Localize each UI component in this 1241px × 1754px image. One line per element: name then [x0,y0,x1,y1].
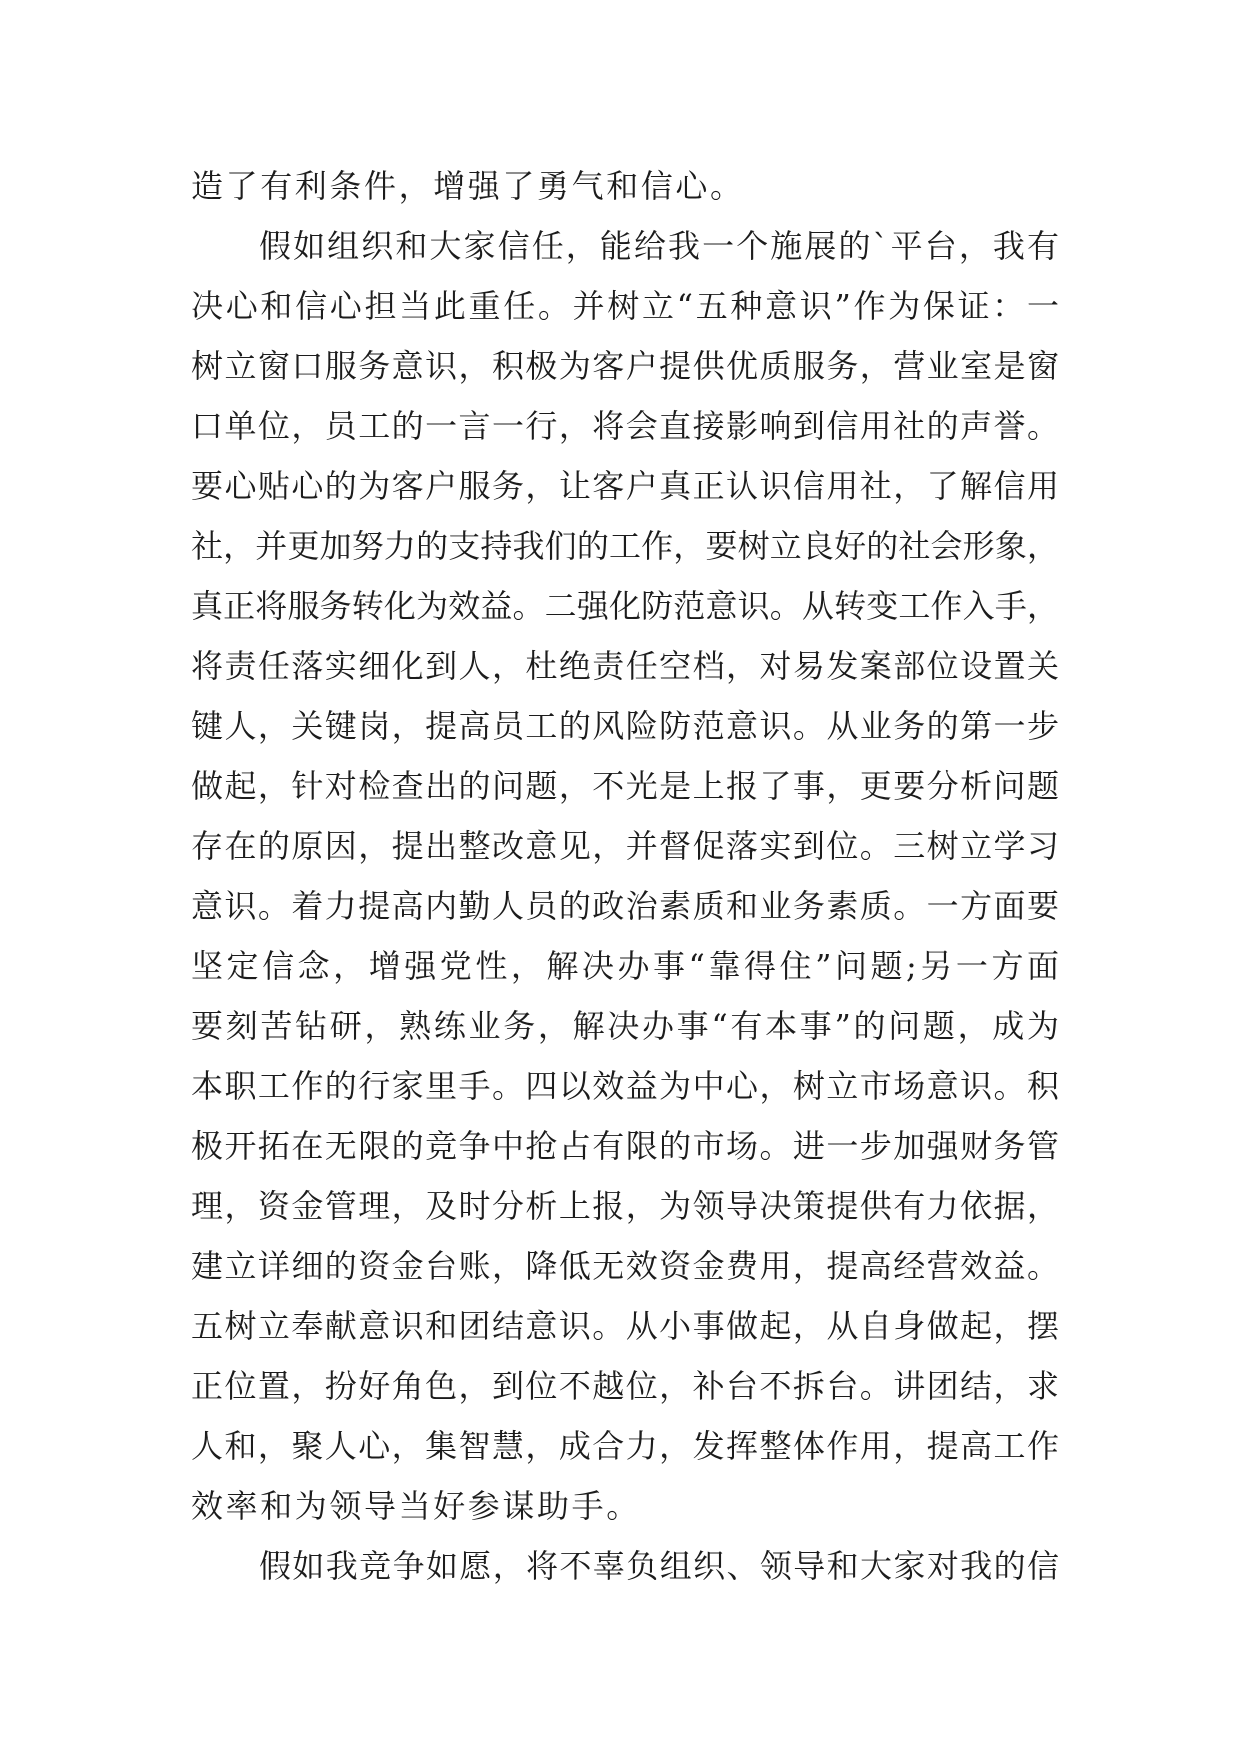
text-line: 效率和为领导当好参谋助手。 [191,1487,641,1525]
paragraph-closing [191,1536,1059,1596]
text-line: 真正将服务转化为效益。二强化防范意识。从转变工作入手， [191,587,1059,625]
text-line: 人和，聚人心，集智慧，成合力，发挥整体作用，提高工作 [191,1427,1059,1465]
text-line: 要心贴心的为客户服务，让客户真正认识信用社，了解信用 [191,467,1059,505]
text-line: 意识。着力提高内勤人员的政治素质和业务素质。一方面要 [191,887,1059,925]
paragraph-continued [191,156,1059,216]
text-line: 五树立奉献意识和团结意识。从小事做起，从自身做起，摆 [191,1307,1059,1345]
text-line: 社，并更加努力的支持我们的工作，要树立良好的社会形象， [191,527,1059,565]
text-line: 决心和信心担当此重任。并树立“五种意识”作为保证：一 [191,287,1059,325]
text-line: 极开拓在无限的竞争中抢占有限的市场。进一步加强财务管 [191,1127,1059,1165]
text-line: 假如我竞争如愿，将不辜负组织、领导和大家对我的信 [259,1547,1059,1585]
text-line: 键人，关键岗，提高员工的风险防范意识。从业务的第一步 [191,707,1059,745]
paragraph-five-awareness [191,216,1059,1536]
text-line: 假如组织和大家信任，能给我一个施展的`平台，我有 [259,227,1059,265]
text-line: 树立窗口服务意识，积极为客户提供优质服务，营业室是窗 [191,347,1059,385]
document-body [191,156,1059,1596]
text-line: 造了有利条件，增强了勇气和信心。 [191,167,745,205]
text-line: 做起，针对检查出的问题，不光是上报了事，更要分析问题 [191,767,1059,805]
text-line: 存在的原因，提出整改意见，并督促落实到位。三树立学习 [191,827,1059,865]
text-line: 理，资金管理，及时分析上报，为领导决策提供有力依据， [191,1187,1059,1225]
text-line: 建立详细的资金台账，降低无效资金费用，提高经营效益。 [191,1247,1059,1285]
text-line: 要刻苦钻研，熟练业务，解决办事“有本事”的问题，成为 [191,1007,1059,1045]
text-line: 将责任落实细化到人，杜绝责任空档，对易发案部位设置关 [191,647,1059,685]
text-line: 口单位，员工的一言一行，将会直接影响到信用社的声誉。 [191,407,1059,445]
text-line: 坚定信念，增强党性，解决办事“靠得住”问题;另一方面 [191,947,1059,985]
text-line: 本职工作的行家里手。四以效益为中心，树立市场意识。积 [191,1067,1059,1105]
text-line: 正位置，扮好角色，到位不越位，补台不拆台。讲团结，求 [191,1367,1059,1405]
